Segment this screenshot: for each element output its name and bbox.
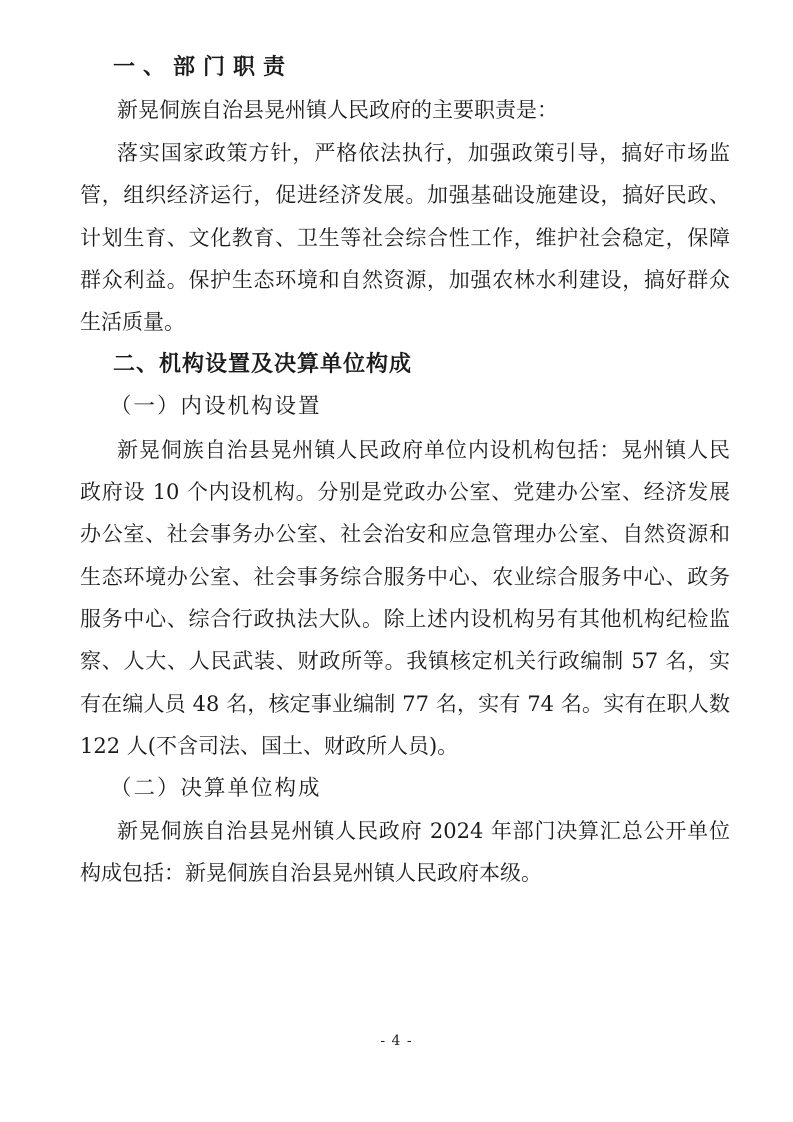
paragraph xyxy=(80,429,730,768)
page-number: - 4 - xyxy=(380,1033,413,1049)
text-line: 构成包括：新晃侗族自治县晃州镇人民政府本级。 xyxy=(80,861,542,886)
paragraph xyxy=(80,810,730,895)
text-line: （一）内设机构设置 xyxy=(110,394,322,420)
text-line: 新晃侗族自治县晃州镇人民政府单位内设机构包括：晃州镇人民 xyxy=(117,437,730,462)
text-line: （二）决算单位构成 xyxy=(110,775,322,801)
sub-heading xyxy=(80,386,730,428)
paragraph xyxy=(80,89,730,131)
text-line: 二、机构设置及决算单位构成 xyxy=(113,351,413,377)
document-body xyxy=(80,47,730,895)
text-line: 群众利益。保护生态环境和自然资源，加强农林水利建设，搞好群众 xyxy=(80,267,730,292)
text-line: 办公室、社会事务办公室、社会治安和应急管理办公室、自然资源和 xyxy=(80,522,730,547)
text-line: 生活质量。 xyxy=(80,310,185,335)
text-line: 政府设 10 个内设机构。分别是党政办公室、党建办公室、经济发展 xyxy=(80,479,730,504)
text-line: 新晃侗族自治县晃州镇人民政府的主要职责是： xyxy=(117,98,558,123)
page-footer xyxy=(0,1031,793,1051)
text-line: 服务中心、综合行政执法大队。除上述内设机构另有其他机构纪检监 xyxy=(80,607,730,632)
text-line: 122 人(不含司法、国土、财政所人员)。 xyxy=(80,734,459,759)
text-line: 一、部门职责 xyxy=(113,55,294,80)
paragraph xyxy=(80,132,730,344)
text-line: 计划生育、文化教育、卫生等社会综合性工作，维护社会稳定，保障 xyxy=(80,225,730,250)
section-heading xyxy=(80,344,730,386)
text-line: 落实国家政策方针，严格依法执行，加强政策引导，搞好市场监 xyxy=(117,140,730,165)
text-line: 有在编人员 48 名，核定事业编制 77 名，实有 74 名。实有在职人数 xyxy=(80,691,730,716)
section-heading xyxy=(80,47,730,89)
text-line: 管，组织经济运行，促进经济发展。加强基础设施建设，搞好民政、 xyxy=(80,183,730,208)
sub-heading xyxy=(80,768,730,810)
text-line: 新晃侗族自治县晃州镇人民政府 2024 年部门决算汇总公开单位 xyxy=(117,819,730,844)
text-line: 生态环境办公室、社会事务综合服务中心、农业综合服务中心、政务 xyxy=(80,564,730,589)
text-line: 察、人大、人民武装、财政所等。我镇核定机关行政编制 57 名，实 xyxy=(80,649,730,674)
